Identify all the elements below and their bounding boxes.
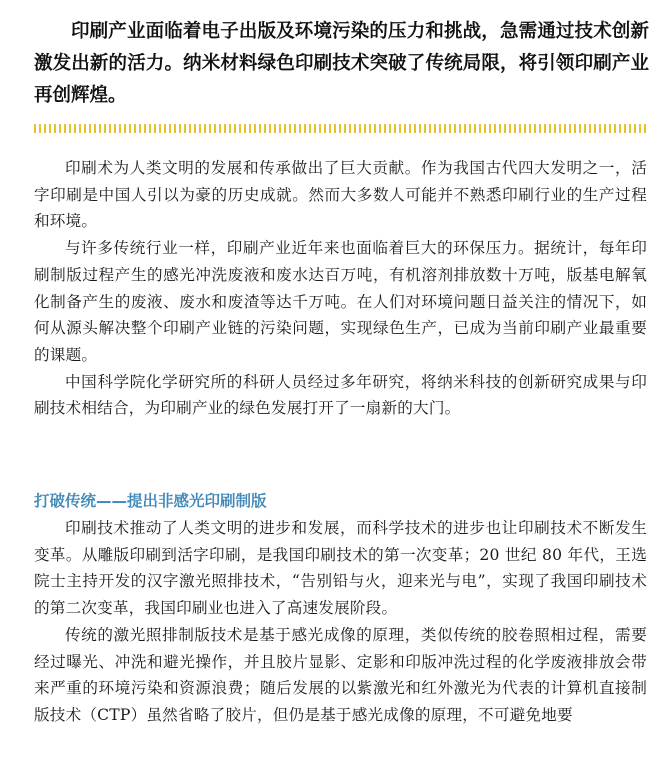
intro-paragraph-1: 印刷术为人类文明的发展和传承做出了巨大贡献。作为我国古代四大发明之一，活字印刷是中国人引以为豪的历史成就。然而大多数人可能并不熟悉印刷行业的生产过程和环境。	[34, 159, 647, 231]
lead-paragraph: 印刷产业面临着电子出版及环境污染的压力和挑战，急需通过技术创新激发出新的活力。纳米材料绿色印刷技术突破了传统局限，将引领印刷产业再创辉煌。	[34, 21, 649, 106]
section-body	[34, 515, 647, 729]
dotted-divider	[34, 124, 649, 133]
section-paragraph-1: 印刷技术推动了人类文明的进步和发展，而科学技术的进步也让印刷技术不断发生变革。从雕版印刷到活字印刷，是我国印刷技术的第一次变革；20 世纪 80 年代，王选院士主持开发的汉字激光照排技术，“告别铅与火，迎来光与电”，实现了我国印刷技术的第二次变革，我国印刷业也进入了高速发展阶段。	[34, 519, 647, 618]
lead-summary	[34, 16, 649, 112]
intro-paragraph-2: 与许多传统行业一样，印刷产业近年来也面临着巨大的环保压力。据统计，每年印刷制版过程产生的感光冲洗废液和废水达百万吨，有机溶剂排放数十万吨，版基电解氧化制备产生的废液、废水和废渣等达千万吨。在人们对环境问题日益关注的情况下，如何从源头解决整个印刷产业链的污染问题，实现绿色生产，已成为当前印刷产业最重要的课题。	[34, 239, 647, 364]
section-heading: 打破传统——提出非感光印刷制版	[34, 492, 267, 510]
section-paragraph-2: 传统的激光照排制版技术是基于感光成像的原理，类似传统的胶卷照相过程，需要经过曝光、冲洗和避光操作，并且胶片显影、定影和印版冲洗过程的化学废液排放会带来严重的环境污染和资源浪费；随后发展的以紫激光和红外激光为代表的计算机直接制版技术（CTP）虽然省略了胶片，但仍是基于感光成像的原理，不可避免地要	[34, 625, 647, 724]
intro-paragraph-3: 中国科学院化学研究所的科研人员经过多年研究，将纳米科技的创新研究成果与印刷技术相结合，为印刷产业的绿色发展打开了一扇新的大门。	[34, 372, 647, 418]
intro-section	[34, 155, 647, 422]
